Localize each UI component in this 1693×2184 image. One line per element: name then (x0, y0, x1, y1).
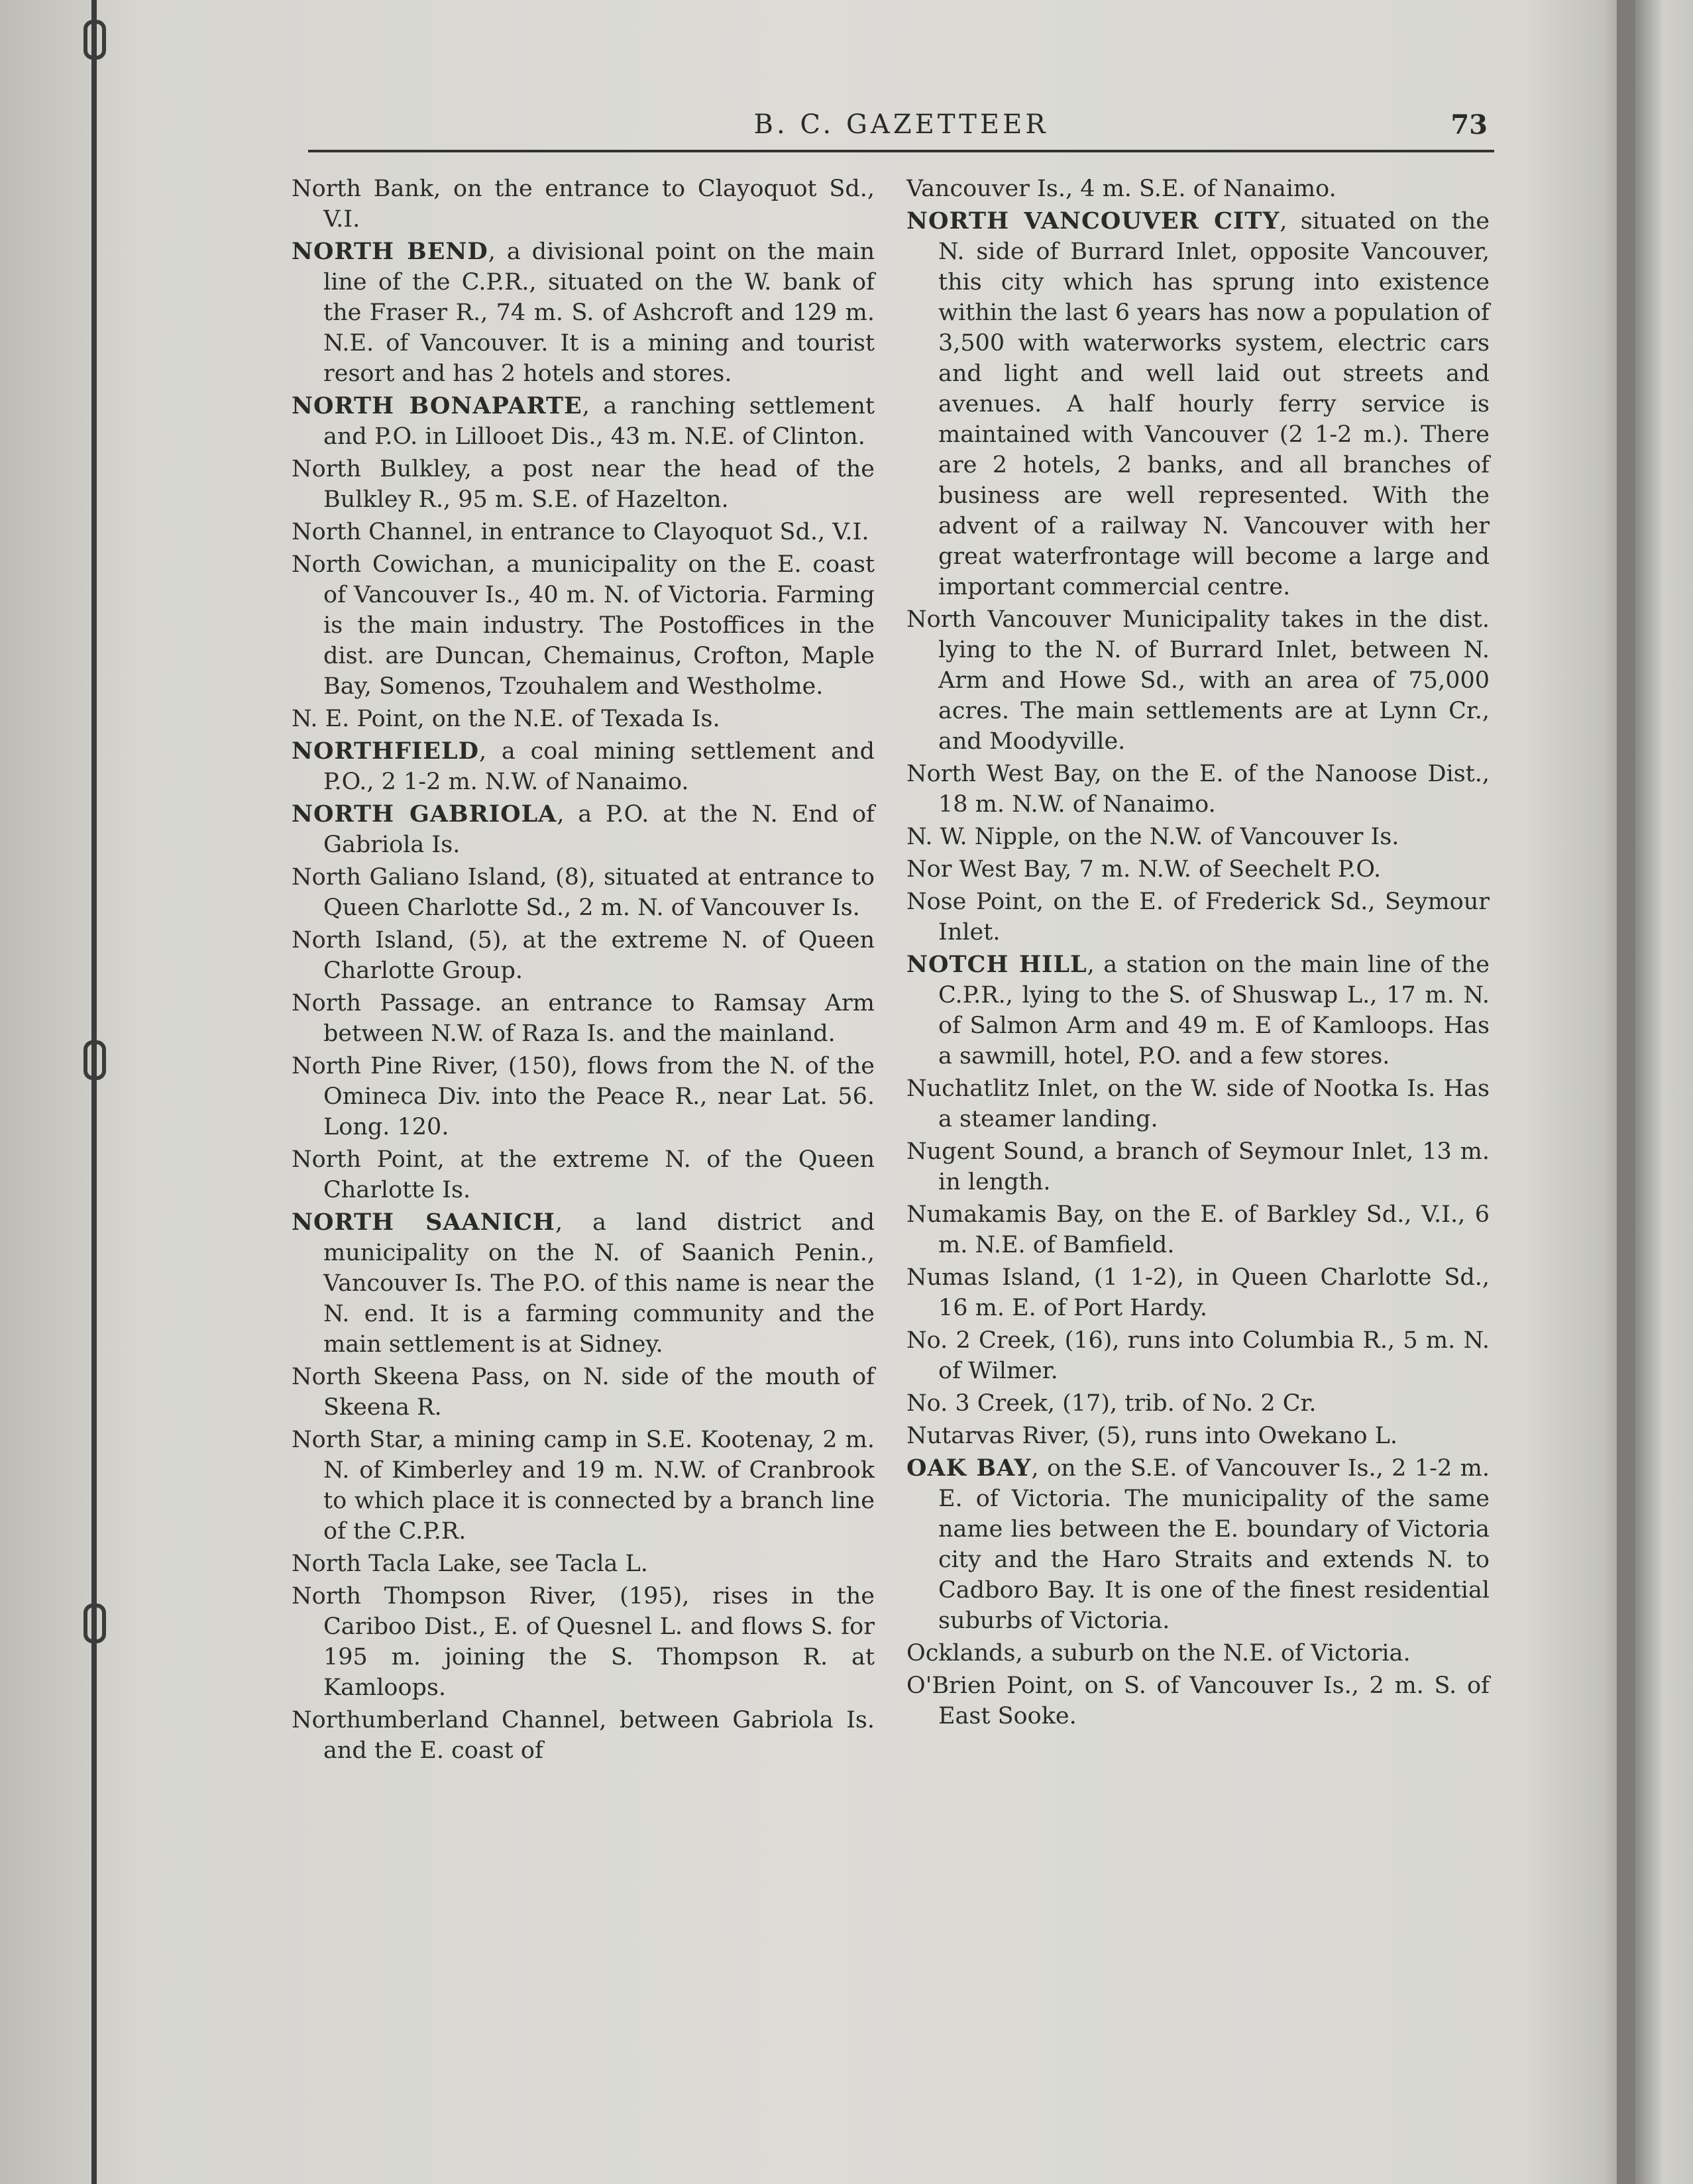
entry-heading: Numakamis Bay (906, 1201, 1097, 1228)
entry-text: , a branch of Seymour Inlet, 13 m. in length. (938, 1138, 1490, 1195)
gazetteer-entry (292, 1425, 875, 1547)
entry-heading: NORTH SAANICH (292, 1209, 555, 1236)
entry-heading: North West Bay (906, 761, 1095, 787)
entry-heading: North Pine River (292, 1053, 492, 1079)
gazetteer-entry (292, 391, 875, 452)
entry-text: , in entrance to Clayoquot Sd., V.I. (466, 519, 869, 545)
binding-clip (83, 1604, 106, 1643)
entry-heading: NORTH GABRIOLA (292, 800, 557, 828)
entry-text: , a coal mining settlement and P.O., 2 1-2 m. N.W. of Nanaimo. (323, 738, 875, 795)
entry-text: , a municipality on the E. coast of Vancouver Is., 40 m. N. of Victoria. Farming is the main industry. The Postoffices in the dist. are Duncan, Chemainus, Crofton, Maple Bay, Somenos, Tzouhalem and Westholme. (323, 551, 875, 700)
entry-heading: North Skeena Pass (292, 1364, 523, 1390)
entry-heading: Nugent Sound (906, 1138, 1078, 1165)
entry-text: , a mining camp in S.E. Kootenay, 2 m. N. of Kimberley and 19 m. N.W. of Cranbrook to which place it is connected by a branch line of the C.P.R. (323, 1427, 875, 1545)
entry-heading: Numas Island (906, 1264, 1074, 1291)
entry-text: , a divisional point on the main line of the C.P.R., situated on the W. bank of the Fraser R., 74 m. S. of Ashcroft and 129 m. N.E. of Vancouver. It is a mining and tourist resort and has 2 hotels and stores. (323, 239, 875, 387)
gazetteer-entry (906, 1136, 1490, 1197)
gazetteer-entry (906, 1421, 1490, 1451)
gazetteer-entry (292, 237, 875, 389)
entry-text: , (1 1-2), in Queen Charlotte Sd., 16 m. E. of Port Hardy. (938, 1264, 1490, 1321)
entry-heading: North Cowichan (292, 551, 488, 578)
gazetteer-entry (906, 174, 1490, 204)
entry-heading: North Passage (292, 990, 475, 1016)
entry-text: , situated on the N. side of Burrard Inlet, opposite Vancouver, this city which has sprung into existence within the last 6 years has now a population of 3,500 with waterworks system, electric cars and light and well laid out streets and avenues. A half hourly ferry service is maintained with Vancouver (2 1-2 m.). There are 2 hotels, 2 banks, and all branches of business are well represented. With the advent of a railway N. Vancouver with her great waterfrontage will become a large and important commercial centre. (938, 208, 1490, 600)
entry-heading: North Point (292, 1146, 437, 1173)
gazetteer-entry (906, 950, 1490, 1071)
entry-text: , on the E. of Barkley Sd., V.I., 6 m. N.E. of Bamfield. (938, 1201, 1490, 1258)
entry-heading: North Star (292, 1427, 417, 1453)
gazetteer-entry (906, 206, 1490, 602)
entry-heading: NORTHFIELD (292, 737, 479, 765)
binding-edge (91, 0, 97, 2184)
gazetteer-entry (292, 1207, 875, 1360)
left-column (292, 174, 875, 1768)
entry-text: , on the N.E. of Texada Is. (417, 706, 720, 732)
gazetteer-entry (292, 174, 875, 235)
entry-text: , on the entrance to Clayoquot Sd., V.I. (323, 176, 875, 233)
entry-text: , (8), situated at entrance to Queen Charlotte Sd., 2 m. N. of Vancouver Is. (323, 864, 875, 921)
gazetteer-entry (292, 1051, 875, 1142)
entry-text: , on the E. of Frederick Sd., Seymour Inlet. (938, 889, 1490, 946)
entry-text: , a post near the head of the Bulkley R., 95 m. S.E. of Hazelton. (323, 456, 875, 513)
entry-heading: North Bank (292, 176, 434, 202)
entry-heading: OAK BAY (906, 1454, 1032, 1482)
gazetteer-entry (906, 1638, 1490, 1668)
entry-heading: North Island (292, 927, 447, 954)
gazetteer-entry (292, 988, 875, 1049)
entry-text: , on N. side of the mouth of Skeena R. (323, 1364, 875, 1421)
entry-heading: North Thompson River (292, 1583, 590, 1610)
binding-clip (83, 20, 106, 60)
entry-text: , (5), runs into Owekano L. (1082, 1423, 1398, 1449)
entry-text: , (5), at the extreme N. of Queen Charlotte Group. (323, 927, 875, 984)
entry-heading: No. 2 Creek (906, 1327, 1050, 1354)
entry-heading: O'Brien Point (906, 1672, 1067, 1699)
gazetteer-entry (292, 1705, 875, 1766)
page-edge-shadow (1617, 0, 1635, 2184)
entry-text: , 7 m. N.W. of Seechelt P.O. (1064, 856, 1382, 883)
entry-heading: N. E. Point (292, 706, 417, 732)
page-number: 73 (1450, 109, 1488, 140)
entry-text: , a P.O. at the N. End of Gabriola Is. (323, 801, 875, 858)
entry-heading: North Galiano Island (292, 864, 540, 891)
header-rule (308, 150, 1494, 152)
gazetteer-entry (906, 1262, 1490, 1323)
entry-text: , a station on the main line of the C.P.R., lying to the S. of Shuswap L., 17 m. N. of Salmon Arm and 49 m. E of Kamloops. Has a sawmill, hotel, P.O. and a few stores. (938, 952, 1490, 1069)
entry-text: , a suburb on the N.E. of Victoria. (1015, 1640, 1411, 1666)
gazetteer-entry (292, 862, 875, 923)
entry-text: , (150), flows from the N. of the Omineca Div. into the Peace R., near Lat. 56. Long. 120. (323, 1053, 875, 1140)
entry-text: , (17), trib. of No. 2 Cr. (1047, 1390, 1317, 1417)
entry-heading: Nor West Bay (906, 856, 1065, 883)
entry-text: , see Tacla L. (494, 1551, 648, 1577)
right-column (906, 174, 1490, 1733)
entry-heading: North Bulkley (292, 456, 464, 482)
gazetteer-entry (292, 454, 875, 515)
gazetteer-entry (292, 1549, 875, 1579)
entry-heading: Ocklands (906, 1640, 1016, 1666)
running-title: B. C. GAZETTEER (753, 109, 1049, 140)
entry-heading: NOTCH HILL (906, 951, 1087, 978)
entry-text: , a land district and municipality on the N. of Saanich Penin., Vancouver Is. The P.O. of this name is near the N. end. It is a farming community and the main settlement is at Sidney. (323, 1209, 875, 1358)
binding-clip (83, 1040, 106, 1080)
gazetteer-entry (906, 1388, 1490, 1419)
entry-text: , on the S.E. of Vancouver Is., 2 1-2 m. E. of Victoria. The municipality of the same name lies between the E. boundary of Victoria city and the Haro Straits and extends N. to Cadboro Bay. It is one of the finest residential suburbs of Victoria. (938, 1455, 1490, 1634)
gazetteer-entry (292, 549, 875, 702)
entry-text: takes in the dist. lying to the N. of Burrard Inlet, between N. Arm and Howe Sd., with an area of 75,000 acres. The main settlements are at Lynn Cr., and Moodyville. (938, 606, 1490, 755)
entry-heading: North Tacla Lake (292, 1551, 495, 1577)
gazetteer-entry (906, 822, 1490, 852)
gazetteer-entry (906, 1453, 1490, 1636)
gazetteer-entry (906, 1670, 1490, 1731)
entry-text: , on the N.W. of Vancouver Is. (1053, 824, 1399, 850)
entry-text: . an entrance to Ramsay Arm between N.W. of Raza Is. and the mainland. (323, 990, 875, 1047)
gazetteer-entry (292, 1581, 875, 1703)
entry-text: Vancouver Is., 4 m. S.E. of Nanaimo. (906, 176, 1337, 202)
gazetteer-entry (292, 517, 875, 547)
entry-text: , a ranching settlement and P.O. in Lillooet Dis., 43 m. N.E. of Clinton. (323, 393, 875, 450)
gazetteer-entry (292, 925, 875, 986)
running-head (308, 109, 1494, 149)
entry-heading: N. W. Nipple (906, 824, 1054, 850)
gazetteer-entry (906, 887, 1490, 948)
entry-heading: No. 3 Creek (906, 1390, 1048, 1417)
entry-text: , on the E. of the Nanoose Dist., 18 m. N.W. of Nanaimo. (938, 761, 1490, 818)
entry-text: , on the W. side of Nootka Is. Has a steamer landing. (938, 1075, 1490, 1132)
gazetteer-entry (906, 854, 1490, 885)
entry-heading: Nutarvas River (906, 1423, 1083, 1449)
gazetteer-entry (906, 759, 1490, 820)
gazetteer-entry (292, 1362, 875, 1423)
entry-text: , (16), runs into Columbia R., 5 m. N. of Wilmer. (938, 1327, 1490, 1384)
gazetteer-entry (906, 1325, 1490, 1386)
entry-heading: Nuchatlitz Inlet (906, 1075, 1092, 1102)
entry-heading: NORTH BONAPARTE (292, 392, 582, 419)
entry-heading: North Vancouver Municipality (906, 606, 1270, 633)
entry-text: , at the extreme N. of the Queen Charlotte Is. (323, 1146, 875, 1203)
entry-heading: North Channel (292, 519, 466, 545)
entry-text: , between Gabriola Is. and the E. coast of (323, 1707, 875, 1764)
entry-text: , (195), rises in the Cariboo Dist., E. of Quesnel L. and flows S. for 195 m. joining the S. Thompson R. at Kamloops. (323, 1583, 875, 1701)
entry-heading: NORTH VANCOUVER CITY (906, 207, 1280, 235)
gazetteer-entry (906, 1199, 1490, 1260)
gazetteer-entry (292, 736, 875, 797)
gazetteer-entry (906, 1073, 1490, 1134)
entry-heading: Northumberland Channel (292, 1707, 600, 1733)
gazetteer-entry (292, 1144, 875, 1205)
gazetteer-entry (292, 799, 875, 860)
entry-heading: NORTH BEND (292, 238, 488, 265)
gazetteer-entry (906, 604, 1490, 757)
gazetteer-entry (292, 704, 875, 734)
entry-text: , on S. of Vancouver Is., 2 m. S. of East Sooke. (938, 1672, 1490, 1729)
entry-heading: Nose Point (906, 889, 1036, 915)
